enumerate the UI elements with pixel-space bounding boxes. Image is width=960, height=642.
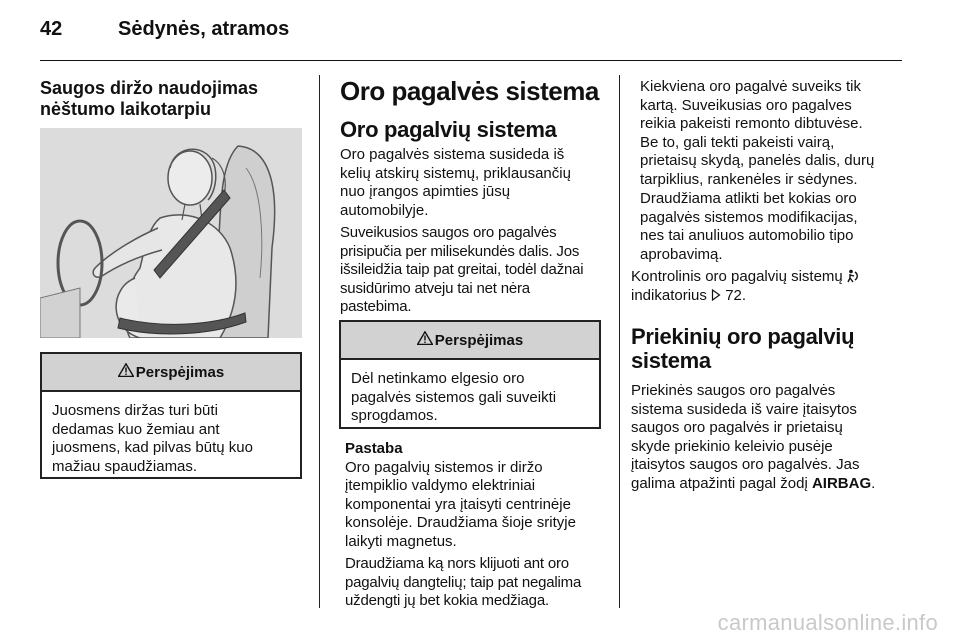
section-heading-pregnancy: Saugos diržo naudojimas nėštumo laikotarpiu [40, 78, 259, 119]
paragraph-airbag-intro: Oro pagalvės sistema susideda iš kelių atskirų sistemų, priklausančių nuo įrangos apimties jūsų automobilyje. [340, 146, 571, 219]
illustration-drawing [40, 128, 302, 338]
main-heading-airbag-system: Oro pagalvės sistema [340, 76, 599, 106]
airbag-indicator-icon [847, 268, 859, 285]
header-rule [40, 60, 902, 61]
watermark: carmanualsonline.info [717, 610, 938, 635]
column-separator-2 [619, 75, 620, 608]
page-reference-link[interactable]: 72. [725, 286, 747, 304]
warning-text: Juosmens diržas turi būti dedamas kuo žemiau ant juosmens, kad pilvas būtų kuo mažiau spaudžiamas. [52, 402, 253, 475]
sub-heading-airbag-systems: Oro pagalvių sistema [340, 117, 557, 142]
bullet-no-modifications: Draudžiama atlikti bet kokias oro pagalvės sistemos modifikacijas, nes tai anuliuos automobilio tipo aprobavimą. [640, 190, 858, 263]
page-title: Sėdynės, atramos [118, 18, 290, 40]
warning-header [341, 322, 599, 360]
paragraph-airbag-inflation: Suveikusios saugos oro pagalvės prisipučia per milisekundės dalis. Jos išsileidžia taip pat greitai, todėl dažnai susidūrimo atveju tai net nėra pastebima. [340, 224, 584, 315]
paragraph-indicator-reference: Kontrolinis oro pagalvių sistemų indikatorius 72. [631, 268, 921, 305]
section-heading-front-airbag: Priekinių oro pagalvių sistema [631, 324, 855, 373]
warning-box-airbag [339, 320, 601, 429]
warning-header [42, 354, 300, 392]
pregnant-seatbelt-illustration [40, 128, 302, 338]
warning-title: Perspėjimas [434, 331, 524, 349]
paragraph-front-airbag: Priekinės saugos oro pagalvės sistema susideda iš vaire įtaisytos saugos oro pagalvės ir prietaisų skyde priekinio keleivio pusėje įtaisytos saugos oro pagalvės. Jas galima atpažinti pagal žodį AIRBAG. [631, 382, 876, 492]
warning-box-seatbelt [40, 352, 302, 479]
bullet-airbag-single-use: Kiekviena oro pagalvė suveiks tik kartą. Suveikusias oro pagalves reikia pakeisti remonto dibtuvėse. Be to, gali tekti pakeisti vairą, prietaisų skydą, panelės dalis, durų tarpiklius, rankenėles ir sėdynes. [640, 78, 875, 188]
note-paragraph-2: Draudžiama ką nors klijuoti ant oro pagalvių dangtelių; taip pat negalima uždengti jų bet kokia medžiaga. [345, 555, 582, 609]
page-reference-arrow-icon [711, 287, 725, 304]
warning-triangle-icon [118, 363, 134, 381]
note-title: Pastaba [345, 440, 403, 457]
warning-triangle-icon [417, 331, 433, 349]
note-block: Pastaba Oro pagalvių sistemos ir diržo įtempiklio valdymo elektriniai komponentai yra įtaisyti centrinėje konsolėje. Draudžiama šioje srityje laikyti magnetus. [345, 440, 615, 551]
warning-title: Perspėjimas [135, 363, 225, 381]
airbag-label-text: AIRBAG [811, 474, 872, 492]
page-number: 42 [40, 18, 63, 40]
warning-text: Dėl netinkamo elgesio oro pagalvės sistemos gali suveikti sprogdamos. [351, 370, 557, 424]
column-separator-1 [319, 75, 320, 608]
